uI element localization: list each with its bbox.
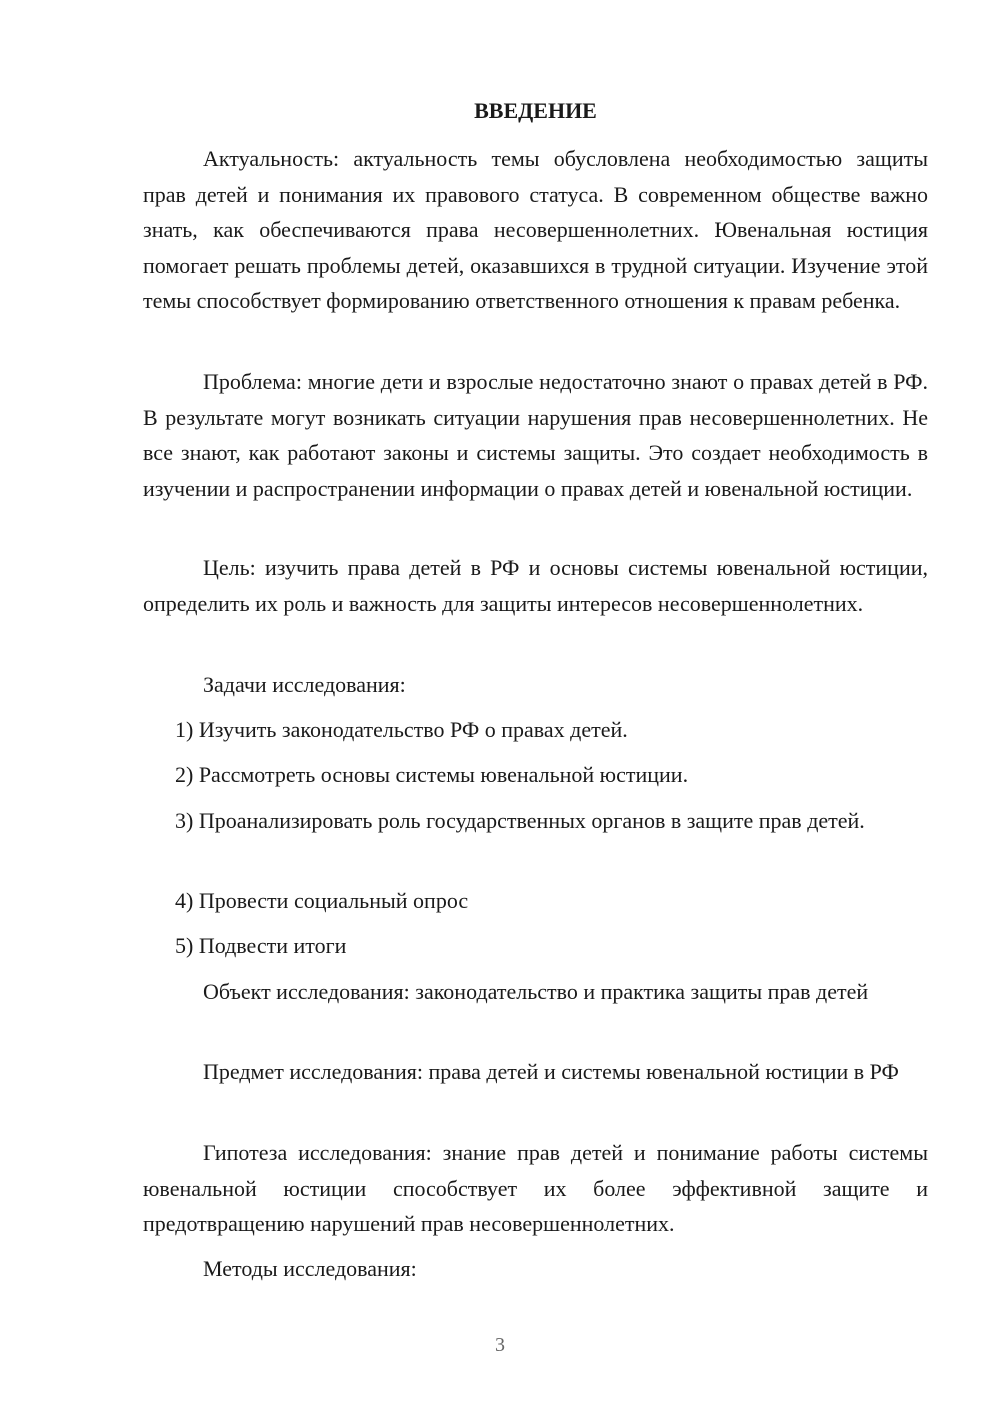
paragraph-tasks-heading: Задачи исследования:: [203, 672, 406, 697]
task-item-5: 5) Подвести итоги: [175, 933, 347, 958]
paragraph-goal: Цель: изучить права детей в РФ и основы системы ювенальной юстиции, определить их роль и важность для защиты интересов несовершеннолетних.: [143, 555, 928, 616]
task-item-1: 1) Изучить законодательство РФ о правах детей.: [175, 717, 628, 742]
paragraph-object: Объект исследования: законодательство и практика защиты прав детей: [203, 979, 869, 1004]
paragraph-hypothesis: Гипотеза исследования: знание прав детей и понимание работы системы ювенальной юстиции способствует их более эффективной защите и предотвращению нарушений прав несовершеннолетних.: [143, 1140, 928, 1236]
paragraph-relevance: Актуальность: актуальность темы обусловлена необходимостью защиты прав детей и понимания их правового статуса. В современном обществе важно знать, как обеспечиваются права несовершеннолетних. Ювенальная юстиция помогает решать проблемы детей, оказавшихся в трудной ситуации. Изучение этой темы способствует формированию ответственного отношения к правам ребенка.: [143, 146, 928, 313]
page-number: 3: [495, 1334, 505, 1356]
page-heading: ВВЕДЕНИЕ: [474, 98, 597, 123]
paragraph-problem: Проблема: многие дети и взрослые недостаточно знают о правах детей в РФ. В результате могут возникать ситуации нарушения прав несовершеннолетних. Не все знают, как работают законы и системы защиты. Это создает необходимость в изучении и распространении информации о правах детей и ювенальной юстиции.: [143, 369, 928, 501]
task-item-2: 2) Рассмотреть основы системы ювенальной юстиции.: [175, 762, 689, 787]
task-item-3: 3) Проанализировать роль государственных органов в защите прав детей.: [175, 808, 865, 833]
task-item-4: 4) Провести социальный опрос: [175, 888, 469, 913]
paragraph-subject: Предмет исследования: права детей и системы ювенальной юстиции в РФ: [203, 1059, 899, 1084]
paragraph-methods: Методы исследования:: [203, 1256, 417, 1281]
